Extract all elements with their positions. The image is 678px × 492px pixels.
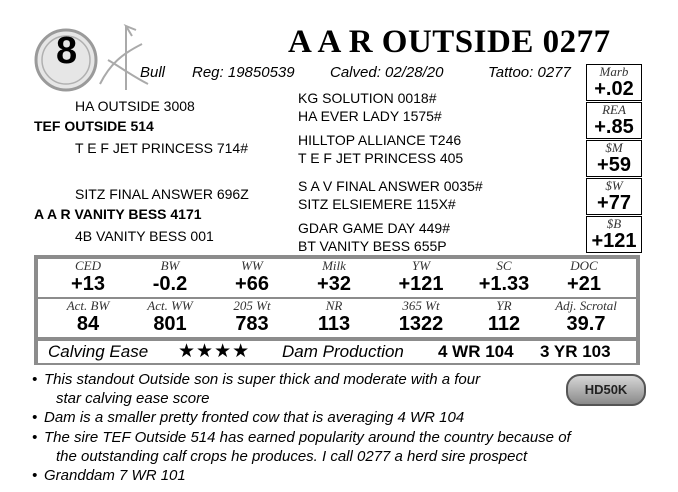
dam-production-wr: 4 WR 104 [438,342,514,361]
epd-value: +.02 [594,78,634,100]
dam-production-label: Dam Production [282,342,404,361]
pedigree-dss-sire: S A V FINAL ANSWER 0035# [298,178,483,194]
epd-dollar-m [586,140,642,177]
performance-table [34,255,640,365]
yr [464,299,544,337]
note-item [32,428,652,466]
cell-label: Act. BW [66,298,110,313]
epd-value: +77 [597,192,631,214]
tattoo: Tattoo: 0277 [488,64,571,81]
cell-label: WW [241,258,263,273]
pedigree-dam-dam: 4B VANITY BESS 001 [75,228,214,244]
epd-rea [586,102,642,139]
epd-dollar-w [586,178,642,215]
cell-label: SC [496,258,512,273]
epd-ww [212,259,292,297]
cell-label: BW [160,258,180,273]
cell-value: 801 [153,313,187,335]
calved-date: Calved: 02/28/20 [330,64,444,81]
pedigree-sire-dam: T E F JET PRINCESS 714# [75,140,248,156]
nr [294,299,374,337]
cell-label: YW [411,258,431,273]
bullet-icon: • [32,467,38,484]
adj-scrotal [538,299,634,337]
epd-value: +121 [591,230,637,252]
act-ww [130,299,210,337]
hd50k-badge: HD50K [566,374,646,406]
epd-value: +.85 [594,116,634,138]
cell-label: Milk [322,258,346,273]
cell-label: 365 Wt [402,298,440,313]
cell-value: 783 [235,313,269,335]
pedigree-dds-sire: GDAR GAME DAY 449# [298,220,450,236]
note-text-continued: the outstanding calf crops he produces. I call 0277 a herd sire prospect [56,448,528,465]
cell-label: CED [75,258,101,273]
note-text: Granddam 7 WR 101 [44,467,186,484]
wt-205 [212,299,292,337]
cell-value: +66 [235,273,269,295]
cell-value: +13 [71,273,105,295]
cell-value: +121 [398,273,444,295]
epd-yw [378,259,464,297]
epd-value: +59 [597,154,631,176]
cell-value: +21 [567,273,601,295]
epd-doc [544,259,624,297]
cell-label: 205 Wt [233,298,271,313]
note-text: The sire TEF Outside 514 has earned popularity around the country because of [44,429,571,446]
pedigree-dss-dam: SITZ ELSIEMERE 115X# [298,196,456,212]
cell-value: +1.33 [478,273,530,295]
note-text: This standout Outside son is super thick and moderate with a four [44,371,481,388]
cell-value: 112 [487,313,521,335]
epd-dollar-b [586,216,642,253]
cell-label: NR [325,298,343,313]
cell-label: Adj. Scrotal [555,298,617,313]
epd-label: $W [605,178,623,193]
animal-name: A A R OUTSIDE 0277 [288,24,611,60]
registration-number: Reg: 19850539 [192,64,295,81]
note-item [32,408,652,427]
dam-production-yr: 3 YR 103 [540,342,611,361]
calving-ease-label: Calving Ease [48,342,149,361]
epd-sc [464,259,544,297]
lot-number: 8 [56,30,78,72]
cell-value: 1322 [398,313,444,335]
bullet-icon: • [32,429,38,446]
cell-label: DOC [570,258,598,273]
epd-label: $B [606,216,622,231]
note-text: Dam is a smaller pretty fronted cow that is averaging 4 WR 104 [44,409,465,426]
cell-value: +32 [317,273,351,295]
pedigree-dds-dam: BT VANITY BESS 655P [298,238,447,254]
note-item [32,370,652,408]
pedigree-sss-dam: HA EVER LADY 1575# [298,108,442,124]
epd-marb [586,64,642,101]
pedigree-sire: TEF OUTSIDE 514 [34,118,154,134]
pedigree-sire-sire: HA OUTSIDE 3008 [75,98,195,114]
epd-label: Marb [599,64,629,79]
pedigree-sss-sire: KG SOLUTION 0018# [298,90,437,106]
epd-row [38,259,636,297]
epd-label: REA [602,102,626,117]
bullet-icon: • [32,409,38,426]
cell-value: -0.2 [152,273,188,295]
calving-ease-stars-icon: ★★★★ [178,341,251,362]
cell-label: Act. WW [147,298,193,313]
pedigree-sds-sire: HILLTOP ALLIANCE T246 [298,132,462,148]
epd-label: $M [605,140,623,155]
epd-bw [130,259,210,297]
note-item [32,466,652,485]
note-text-continued: star calving ease score [56,390,210,407]
actual-row [38,299,636,337]
cell-value: 113 [317,313,351,335]
act-bw [48,299,128,337]
brand-mark-icon [96,24,152,94]
pedigree-sds-dam: T E F JET PRINCESS 405 [298,150,464,166]
cell-value: 84 [76,313,100,335]
bullet-icon: • [32,371,38,388]
sex-label: Bull [140,64,166,81]
epd-ced [48,259,128,297]
epd-milk [294,259,374,297]
pedigree-dam: A A R VANITY BESS 4171 [34,206,202,222]
pedigree-dam-sire: SITZ FINAL ANSWER 696Z [75,186,249,202]
cell-value: 39.7 [566,313,606,335]
cell-label: YR [496,298,512,313]
wt-365 [378,299,464,337]
calving-dam-row [38,341,636,363]
